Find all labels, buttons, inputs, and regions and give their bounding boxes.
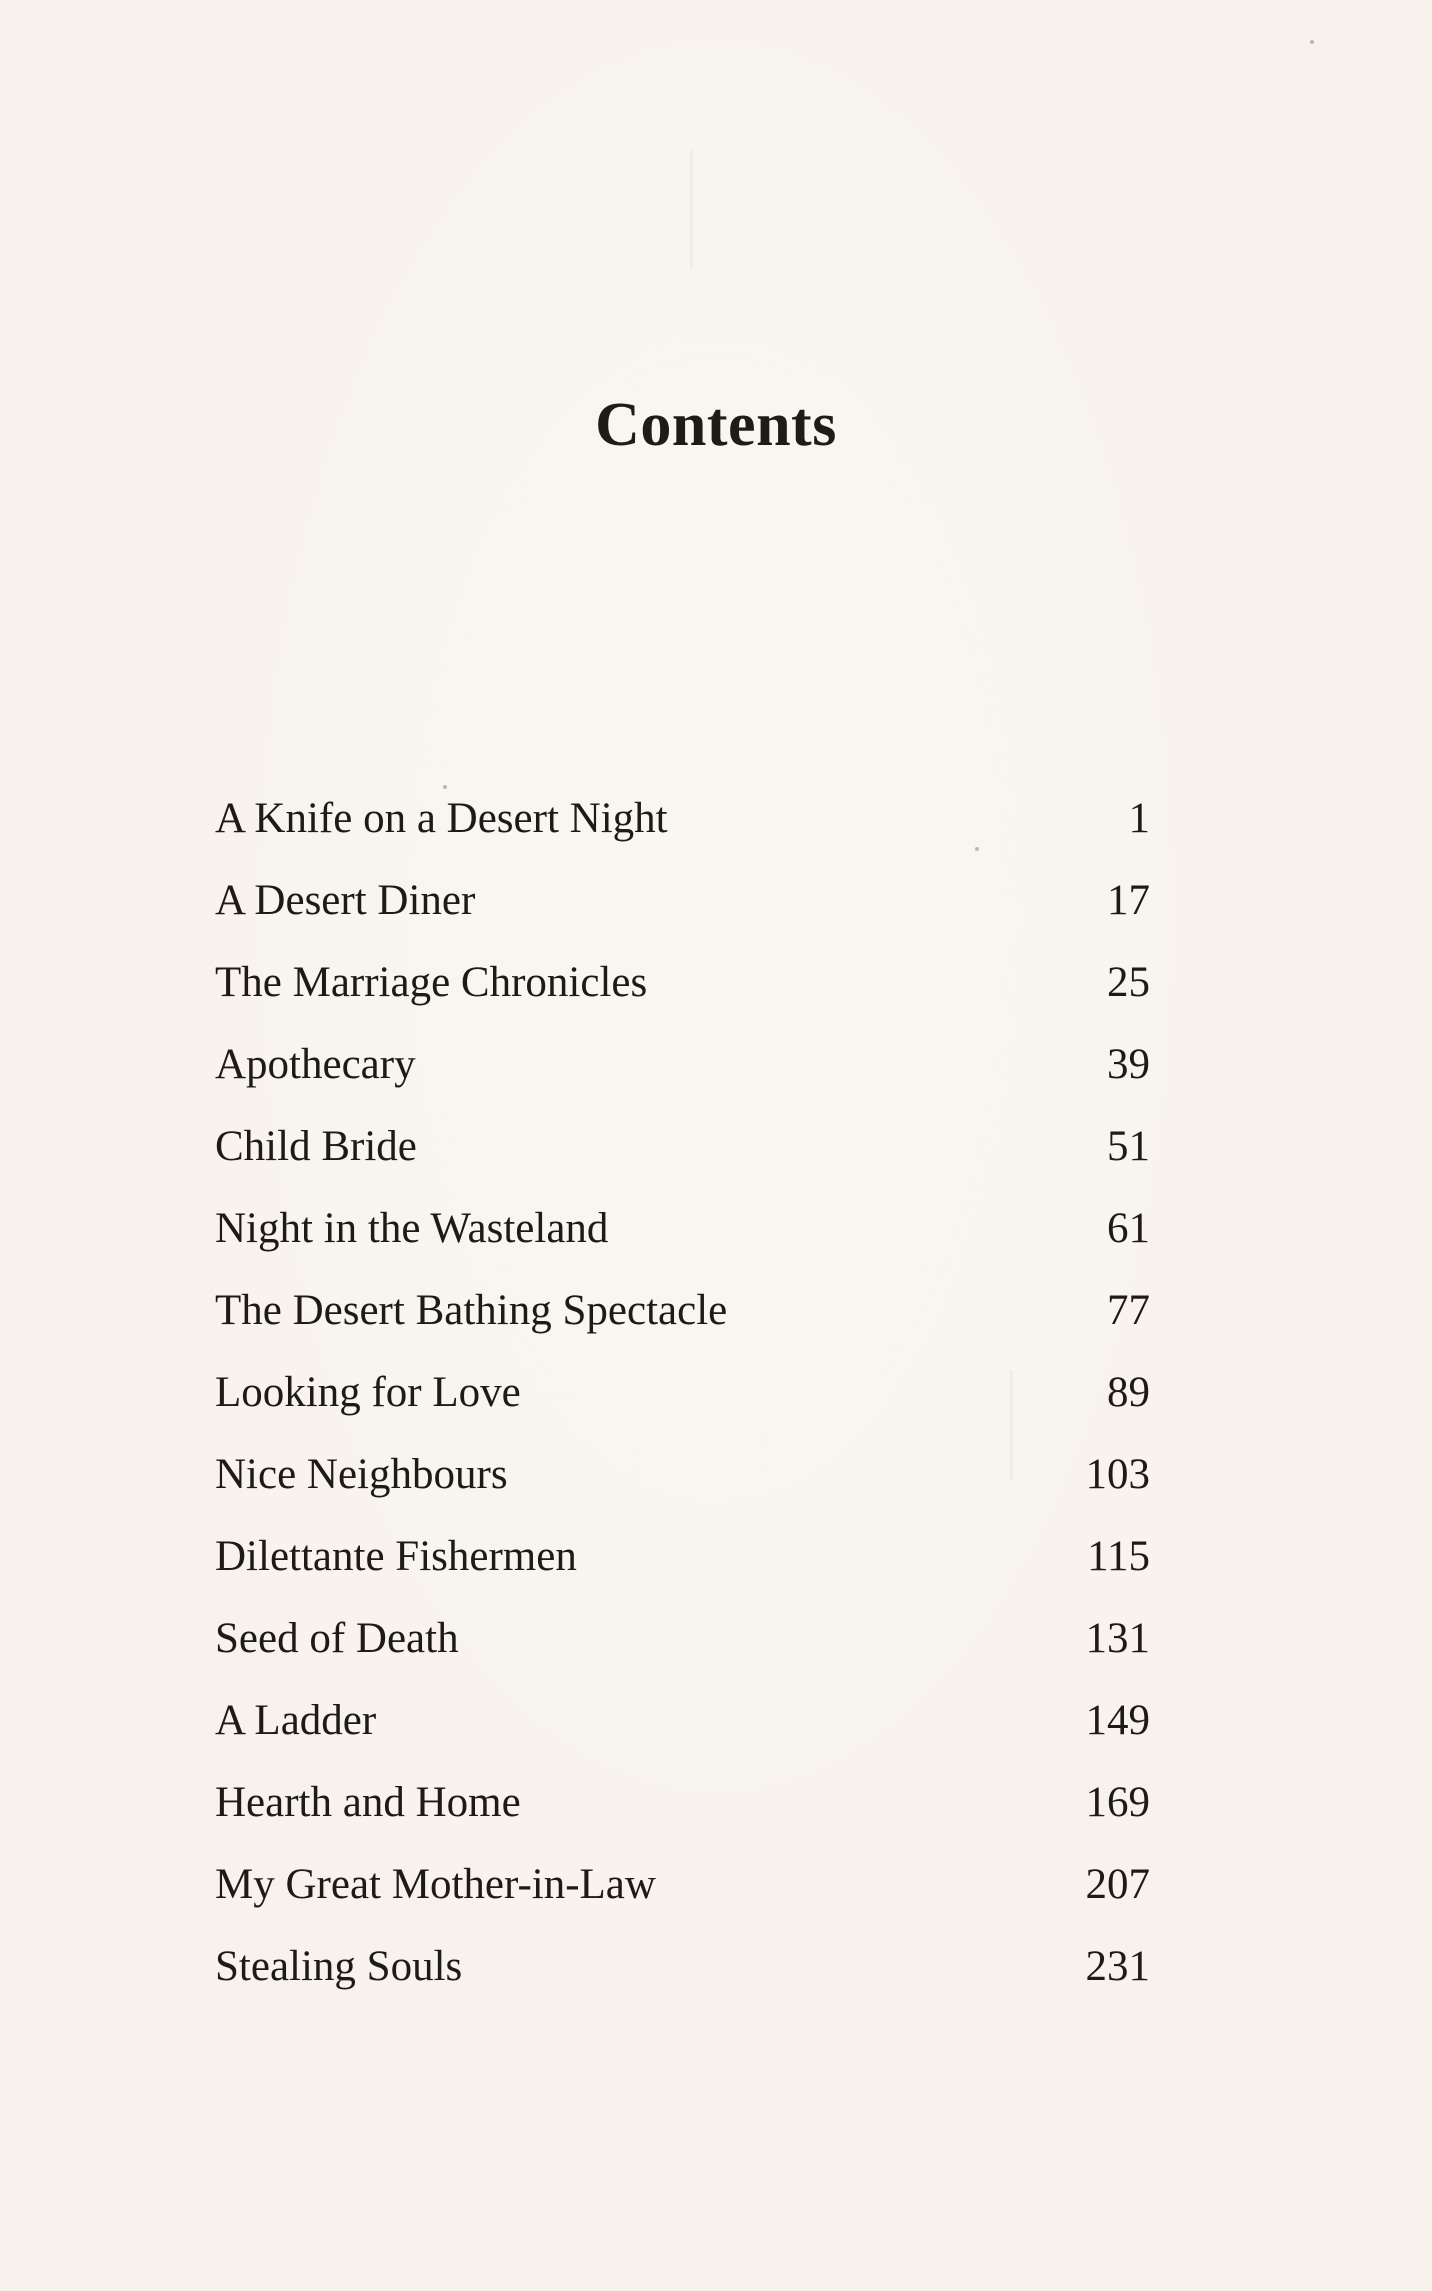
toc-entry: [215, 790, 1150, 872]
toc-entry: [215, 1856, 1150, 1938]
page-title: Contents: [595, 390, 837, 459]
show-through-mark: [690, 150, 693, 270]
toc-entry-title: My Great Mother-in-Law: [215, 1861, 656, 1908]
toc-entry-title: Night in the Wasteland: [215, 1205, 609, 1252]
toc-entry-title: Seed of Death: [215, 1615, 459, 1662]
toc-entry: [215, 1610, 1150, 1692]
toc-entry-page: 149: [1085, 1697, 1150, 1744]
toc-entry-page: 207: [1085, 1861, 1150, 1908]
toc-entry-title: A Desert Diner: [215, 877, 476, 924]
toc-entry-title: Looking for Love: [215, 1369, 521, 1416]
toc-entry: [215, 1938, 1150, 2020]
toc-entry-page: 1: [1128, 795, 1150, 842]
toc-entry: [215, 1692, 1150, 1774]
toc-entry-title: The Desert Bathing Spectacle: [215, 1287, 728, 1334]
toc-entry: [215, 1282, 1150, 1364]
toc-entry: [215, 1446, 1150, 1528]
toc-entry-page: 131: [1085, 1615, 1150, 1662]
toc-entry-title: A Ladder: [215, 1697, 377, 1744]
toc-entry-page: 17: [1107, 877, 1150, 924]
toc-entry-page: 115: [1087, 1533, 1150, 1580]
toc-entry: [215, 872, 1150, 954]
paper-speck: [1310, 40, 1314, 44]
toc-entry-page: 169: [1085, 1779, 1150, 1826]
table-of-contents: [215, 790, 1150, 2020]
toc-entry-title: Hearth and Home: [215, 1779, 521, 1826]
toc-entry-title: Apothecary: [215, 1041, 416, 1088]
toc-entry: [215, 1118, 1150, 1200]
toc-entry-page: 77: [1107, 1287, 1150, 1334]
toc-entry: [215, 1036, 1150, 1118]
toc-entry-title: Nice Neighbours: [215, 1451, 508, 1498]
toc-entry-page: 39: [1107, 1041, 1150, 1088]
toc-entry-page: 51: [1107, 1123, 1150, 1170]
toc-entry-title: Child Bride: [215, 1123, 417, 1170]
toc-entry: [215, 1528, 1150, 1610]
toc-entry: [215, 1200, 1150, 1282]
toc-entry-page: 231: [1085, 1943, 1150, 1990]
toc-entry: [215, 954, 1150, 1036]
toc-entry-page: 103: [1085, 1451, 1150, 1498]
toc-entry: [215, 1364, 1150, 1446]
toc-entry-title: The Marriage Chronicles: [215, 959, 648, 1006]
toc-entry-title: A Knife on a Desert Night: [215, 795, 668, 842]
toc-entry-page: 25: [1107, 959, 1150, 1006]
toc-entry-title: Dilettante Fishermen: [215, 1533, 577, 1580]
toc-entry-title: Stealing Souls: [215, 1943, 463, 1990]
toc-entry: [215, 1774, 1150, 1856]
paper-speck: [443, 785, 447, 789]
toc-entry-page: 61: [1107, 1205, 1150, 1252]
toc-entry-page: 89: [1107, 1369, 1150, 1416]
